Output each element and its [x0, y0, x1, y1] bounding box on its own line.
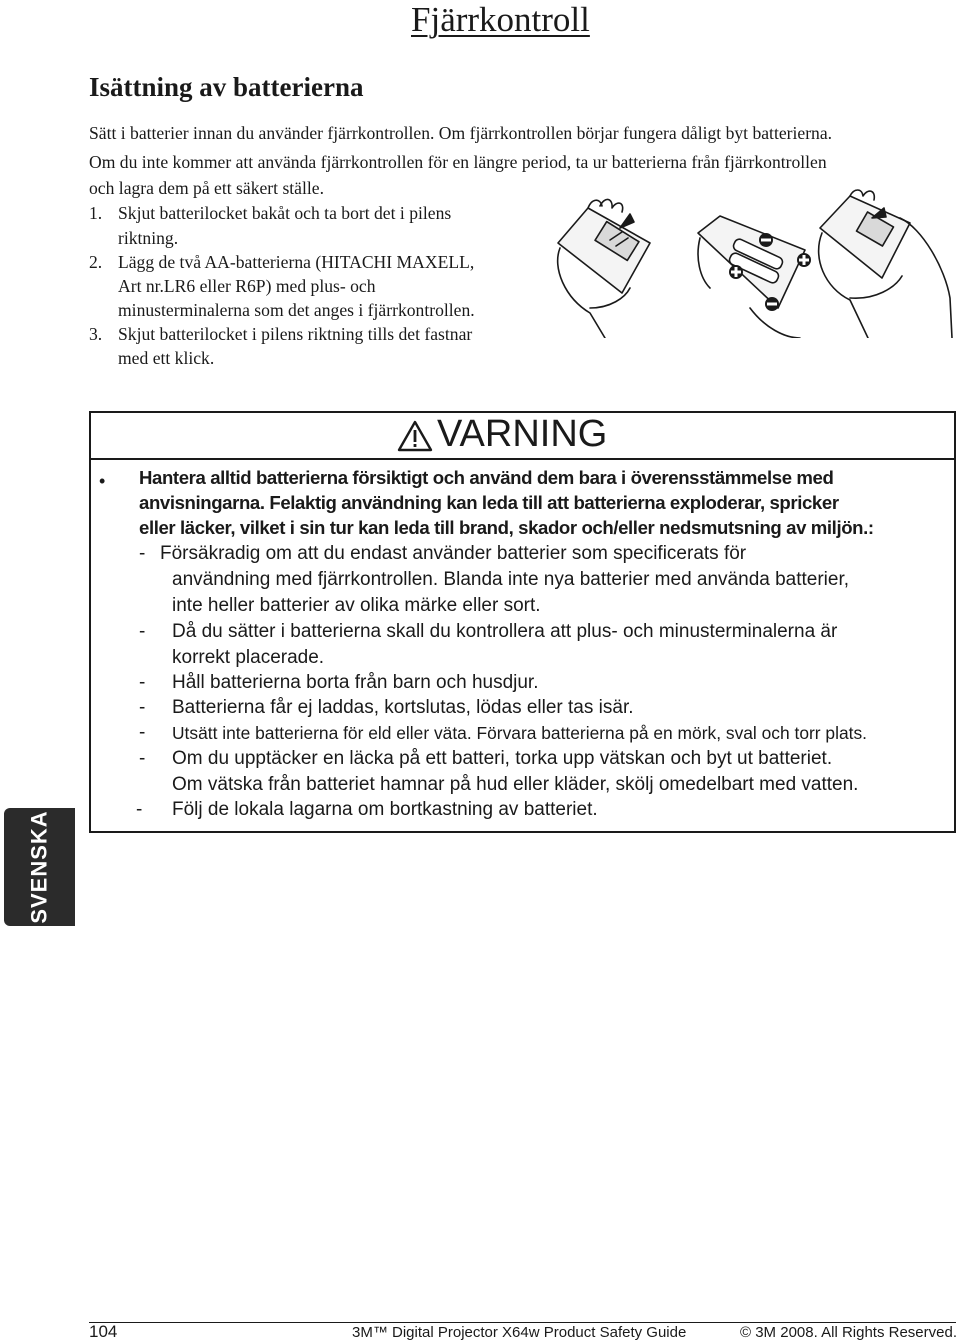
page-number: 104	[89, 1322, 118, 1341]
warning-item-text: inte heller batterier av olika märke eller sort.	[172, 595, 541, 616]
footer-rule	[89, 1322, 956, 1323]
bullet: •	[99, 471, 106, 491]
step-text: Art nr.LR6 eller R6P) med plus- och	[118, 276, 376, 296]
language-tab-text: SVENSKA	[26, 810, 52, 924]
step-text: Lägg de två AA-batterierna (HITACHI MAXELL,	[118, 252, 475, 272]
step-text: riktning.	[118, 228, 179, 248]
plus-icon	[729, 265, 743, 279]
footer-copyright: © 3M 2008. All Rights Reserved.	[740, 1324, 957, 1341]
warning-bold-line: anvisningarna. Felaktig användning kan leda till att batterierna exploderar, spricker	[139, 492, 839, 513]
warning-bold-line: eller läcker, vilket i sin tur kan leda till brand, skador och/eller nedsmutsning av miljön.:	[139, 517, 874, 538]
list-dash: -	[139, 543, 146, 564]
warning-item-text: Om vätska från batteriet hamnar på hud eller kläder, skölj omedelbart med vatten.	[172, 774, 859, 795]
warning-triangle-icon	[397, 420, 433, 452]
intro-line: och lagra dem på ett säkert ställe.	[89, 178, 324, 198]
remote-batteries-drawing	[698, 216, 805, 338]
remote-closing-cover-drawing	[819, 190, 952, 338]
step-text: Skjut batterilocket i pilens riktning tills det fastnar	[118, 324, 473, 344]
step-number: 1.	[89, 203, 103, 223]
list-dash: -	[136, 799, 143, 820]
page-title: Fjärrkontroll	[411, 0, 590, 39]
plus-icon	[797, 253, 811, 267]
footer-product-title: 3M™ Digital Projector X64w Product Safety Guide	[352, 1324, 687, 1341]
warning-item-text: korrekt placerade.	[172, 647, 325, 668]
warning-title: VARNING	[437, 413, 608, 455]
warning-item-text: Om du upptäcker en läcka på ett batteri, torka upp vätskan och byt ut batteriet.	[172, 748, 833, 769]
section-heading: Isättning av batterierna	[89, 72, 364, 102]
intro-line: Om du inte kommer att använda fjärrkontrollen för en längre period, ta ur batterierna från fjärrkontrollen	[89, 152, 827, 172]
warning-item-text: användning med fjärrkontrollen. Blanda inte nya batterier med använda batterier,	[172, 569, 850, 590]
step-text: med ett klick.	[118, 348, 215, 368]
step-number: 3.	[89, 324, 103, 344]
warning-item-text: Batterierna får ej laddas, kortslutas, lödas eller tas isär.	[172, 697, 634, 718]
battery-insertion-illustration	[550, 188, 955, 338]
warning-item-text: Håll batterierna borta från barn och husdjur.	[172, 672, 539, 693]
language-tab-label	[4, 808, 75, 926]
warning-item-text: Försäkradig om att du endast använder batterier som specificerats för	[160, 543, 747, 564]
minus-icon	[765, 297, 779, 311]
intro-line: Sätt i batterier innan du använder fjärrkontrollen. Om fjärrkontrollen börjar fungera dåligt byt batterierna.	[89, 123, 833, 143]
list-dash: -	[139, 748, 146, 769]
warning-item-text: Följ de lokala lagarna om bortkastning av batteriet.	[172, 799, 598, 820]
warning-bold-line: Hantera alltid batterierna försiktigt och använd dem bara i överensstämmelse med	[139, 467, 834, 488]
remote-open-cover-drawing	[558, 199, 650, 338]
list-dash: -	[139, 621, 146, 642]
warning-item-text: Utsätt inte batterierna för eld eller väta. Förvara batterierna på en mörk, sval och torr plats.	[172, 723, 867, 743]
list-dash: -	[139, 722, 146, 743]
step-number: 2.	[89, 252, 103, 272]
list-dash: -	[139, 697, 146, 718]
step-text: Skjut batterilocket bakåt och ta bort det i pilens	[118, 203, 452, 223]
warning-divider	[89, 458, 956, 460]
list-dash: -	[139, 672, 146, 693]
minus-icon	[759, 233, 773, 247]
warning-item-text: Då du sätter i batterierna skall du kontrollera att plus- och minusterminalerna är	[172, 621, 838, 642]
step-text: minusterminalerna som det anges i fjärrkontrollen.	[118, 300, 475, 320]
